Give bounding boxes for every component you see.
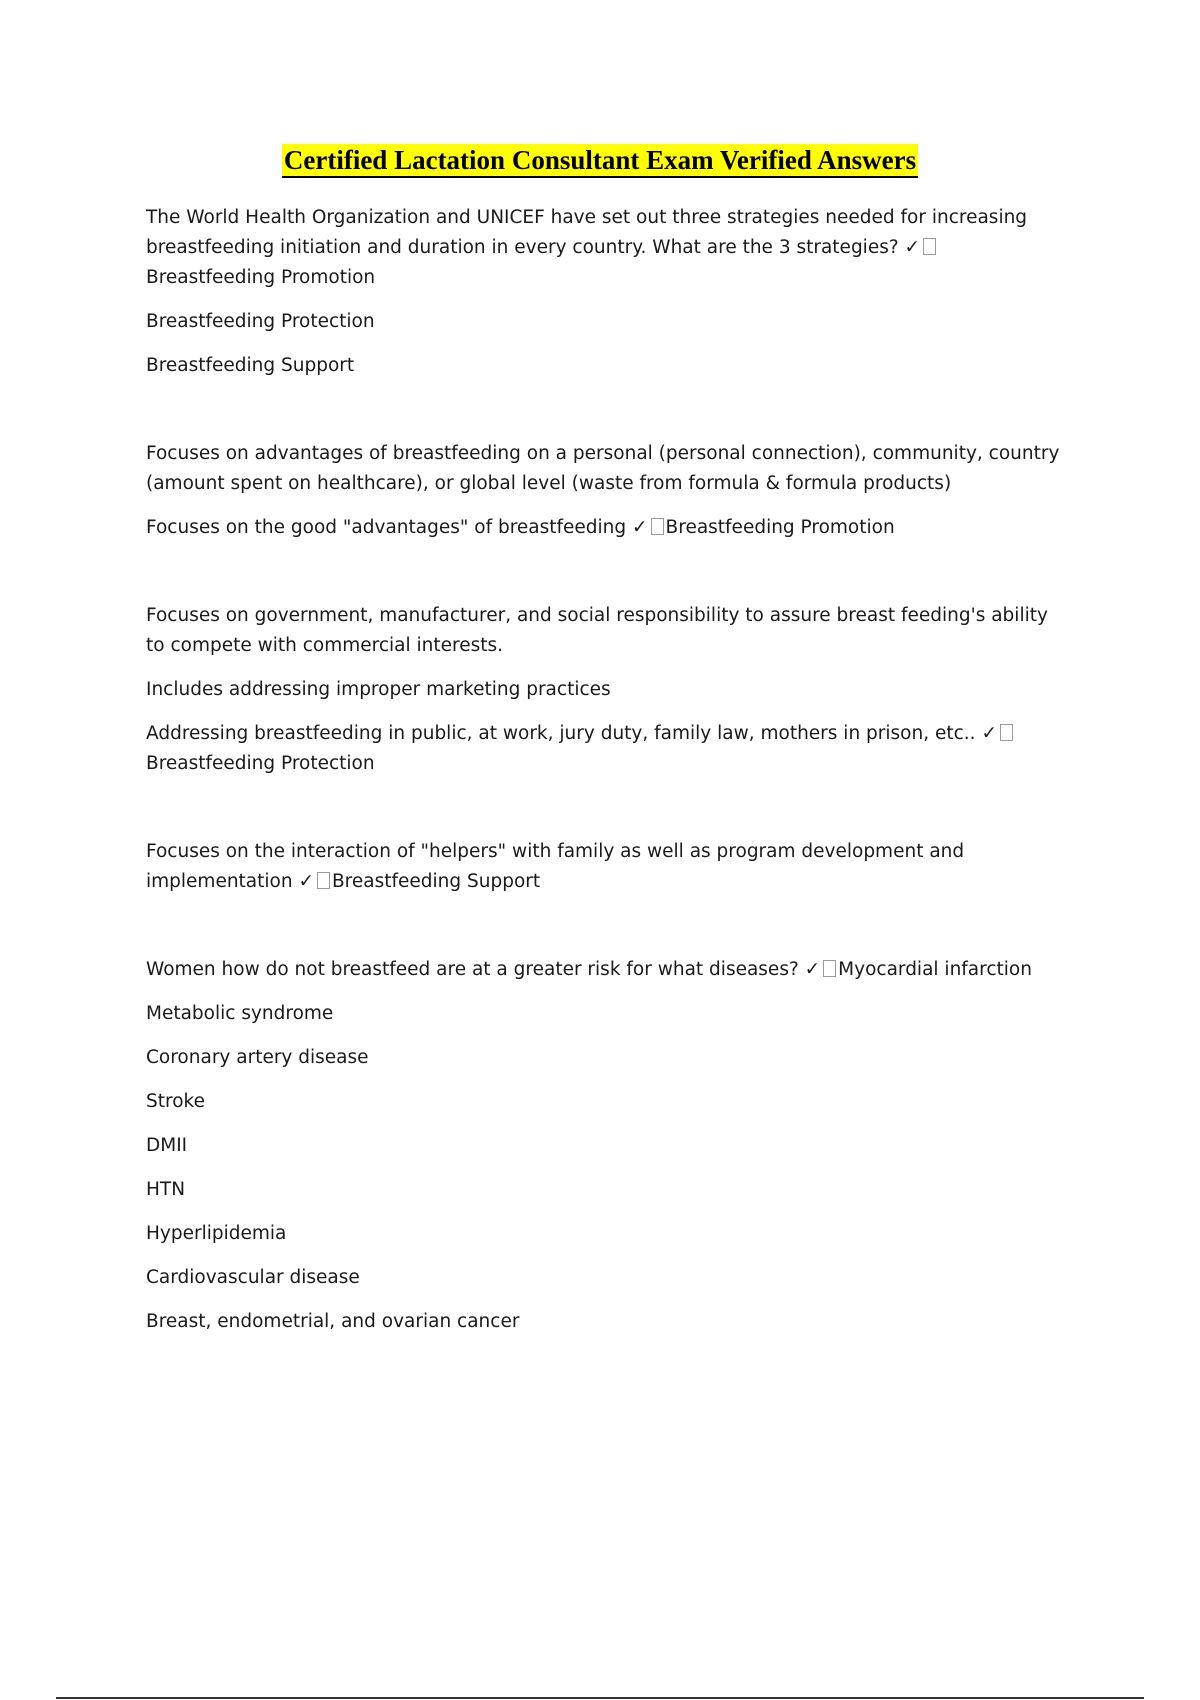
missing-glyph-box-icon xyxy=(317,872,330,889)
paragraph-text: Coronary artery disease xyxy=(146,1047,369,1068)
answer-text: Breastfeeding Support xyxy=(331,871,541,892)
answer-text: Breastfeeding Promotion xyxy=(665,517,895,538)
check-mark-icon: ✓ xyxy=(981,723,997,744)
section-gap xyxy=(146,793,1066,837)
paragraph xyxy=(146,1131,1066,1161)
missing-glyph-box-icon xyxy=(923,238,936,255)
paragraph xyxy=(146,203,1066,293)
qa-block xyxy=(146,439,1066,543)
paragraph xyxy=(146,439,1066,499)
page-title: Certified Lactation Consultant Exam Verified Answers xyxy=(282,144,918,178)
section-gap xyxy=(146,911,1066,955)
paragraph xyxy=(146,601,1066,661)
qa-block xyxy=(146,601,1066,779)
footer-divider xyxy=(56,1697,1144,1699)
paragraph xyxy=(146,1087,1066,1117)
answer-text: Breastfeeding Promotion xyxy=(146,267,376,288)
check-mark-icon: ✓ xyxy=(804,959,821,980)
paragraph xyxy=(146,719,1066,779)
paragraph xyxy=(146,1263,1066,1293)
paragraph-text: Cardiovascular disease xyxy=(146,1267,360,1288)
paragraph xyxy=(146,1307,1066,1337)
section-gap xyxy=(146,557,1066,601)
paragraph xyxy=(146,1043,1066,1073)
paragraph-text: Focuses on advantages of breastfeeding on a personal (personal connection), community, country (amount spent on healthcare), or global level (waste from formula & formula products) xyxy=(146,443,1060,494)
paragraph-text: Focuses on the interaction of "helpers" with family as well as program development and implementation xyxy=(146,841,965,892)
answer-text: Myocardial infarction xyxy=(838,959,1032,980)
paragraph-text: The World Health Organization and UNICEF have set out three strategies needed for increasing breastfeeding initiation and duration in every country. What are the 3 strategies? xyxy=(146,207,1028,258)
qa-block xyxy=(146,955,1066,1337)
missing-glyph-box-icon xyxy=(823,960,836,977)
section-gap xyxy=(146,395,1066,439)
paragraph xyxy=(146,1175,1066,1205)
check-mark-icon: ✓ xyxy=(298,871,314,892)
missing-glyph-box-icon xyxy=(1000,724,1013,741)
paragraph-text: Women how do not breastfeed are at a greater risk for what diseases? xyxy=(146,959,805,980)
paragraph-text: Addressing breastfeeding in public, at work, jury duty, family law, mothers in prison, etc.. xyxy=(146,723,982,744)
paragraph xyxy=(146,307,1066,337)
qa-block xyxy=(146,837,1066,897)
paragraph xyxy=(146,675,1066,705)
paragraph-text: Breastfeeding Protection xyxy=(146,311,375,332)
paragraph-text: Includes addressing improper marketing practices xyxy=(146,679,611,700)
paragraph-text: Breastfeeding Support xyxy=(146,355,355,376)
paragraph xyxy=(146,955,1066,985)
title-container xyxy=(0,144,1200,178)
paragraph xyxy=(146,1219,1066,1249)
check-mark-icon: ✓ xyxy=(632,517,648,538)
paragraph-text: Focuses on government, manufacturer, and social responsibility to assure breast feeding's ability to compete with commercial interests. xyxy=(146,605,1048,656)
paragraph xyxy=(146,513,1066,543)
paragraph-text: Metabolic syndrome xyxy=(146,1003,334,1024)
check-mark-icon: ✓ xyxy=(904,237,921,258)
answer-text: Breastfeeding Protection xyxy=(146,753,375,774)
paragraph-text: Breast, endometrial, and ovarian cancer xyxy=(146,1311,520,1332)
paragraph xyxy=(146,999,1066,1029)
missing-glyph-box-icon xyxy=(651,518,664,535)
paragraph-text: DMII xyxy=(146,1135,188,1156)
document-body xyxy=(146,203,1066,1351)
paragraph-text: Stroke xyxy=(146,1091,205,1112)
paragraph-text: Hyperlipidemia xyxy=(146,1223,287,1244)
paragraph xyxy=(146,837,1066,897)
paragraph xyxy=(146,351,1066,381)
paragraph-text: Focuses on the good "advantages" of breastfeeding xyxy=(146,517,633,538)
paragraph-text: HTN xyxy=(146,1179,186,1200)
qa-block xyxy=(146,203,1066,381)
